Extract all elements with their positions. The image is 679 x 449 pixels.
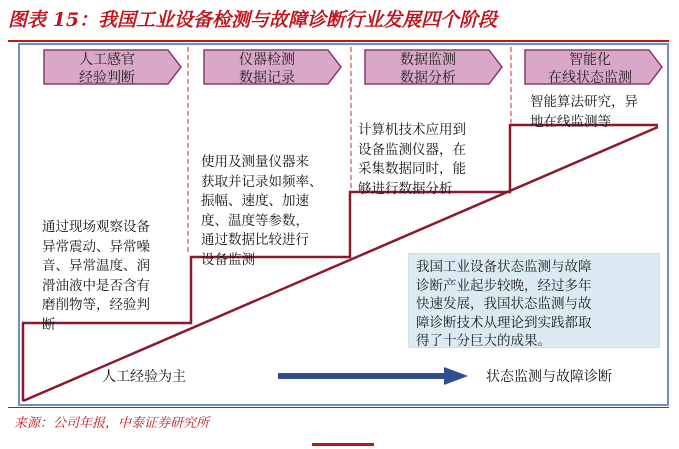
axis-label-right: 状态监测与故障诊断 [486,369,612,385]
stage-text-3: 计算机技术应用到 设备监测仪器，在 采集数据同时，能 够进行数据分析 [358,122,466,197]
stage-text-2: 使用及测量仪器来 获取并记录如频率、 振幅、速度、加速 度、温度等参数， 通过数据比较进行 设备监测 [201,154,323,268]
axis-label-left: 人工经验为主 [102,369,186,385]
source-note: 来源：公司年报，中泰证券研究所 [14,416,210,431]
footer-stub [312,443,374,446]
bottom-rule [8,407,669,408]
summary-callout-text: 我国工业设备状态监测与故障 诊断产业起步较晚，经过多年 快速发展，我国状态监测与故 障诊断技术从理论到实践都取 得了十分巨大的成果。 [416,259,592,349]
stage-text-4: 智能算法研究，异 地在线监测等 [530,94,638,130]
stage-label-2: 仪器检测 数据记录 [239,52,295,86]
axis-arrow-body [278,373,446,379]
stage-text-1: 通过现场观察设备 异常震动、异常噪 音、异常温度、润 滑油液中是否含有 磨削物等，经验判 断 [42,219,150,333]
axis-arrow-head [444,367,468,385]
figure-title: 图表 15：我国工业设备检测与故障诊断行业发展四个阶段 [8,9,498,31]
stage-label-1: 人工感官 经验判断 [79,52,135,86]
stage-label-4: 智能化 在线状态监测 [548,52,632,86]
stage-label-3: 数据监测 数据分析 [400,52,456,86]
title-rule [8,40,669,42]
